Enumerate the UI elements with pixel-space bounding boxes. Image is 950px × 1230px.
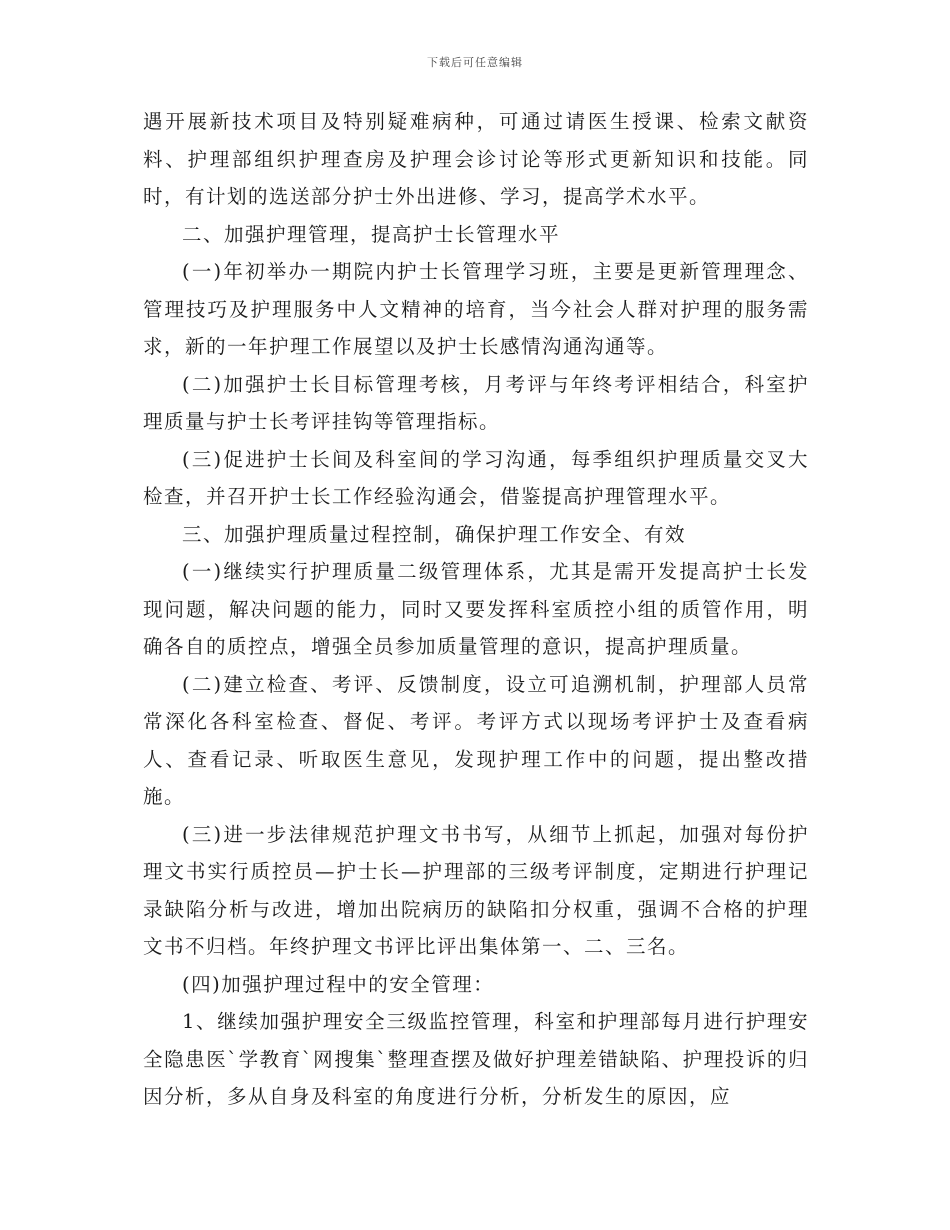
paragraph-2-2: (二)加强护士长目标管理考核，月考评与年终考评相结合，科室护理质量与护士长考评挂钩等管理指标。 [143,372,809,433]
paragraph-3-3: (三)进一步法律规范护理文书书写，从细节上抓起，加强对每份护理文书实行质控员—护士长—护理部的三级考评制度，定期进行护理记录缺陷分析与改进，增加出院病历的缺陷扣分权重，强调不合格的护理文书不归档。年终护理文书评比评出集体第一、二、三名。 [143,822,809,958]
section-heading-2: 二、加强护理管理，提高护士长管理水平 [182,222,561,246]
paragraph-3-1: (一)继续实行护理质量二级管理体系，尤其是需开发提高护士长发现问题，解决问题的能力，同时又要发挥科室质控小组的质管作用，明确各自的质控点，增强全员参加质量管理的意识，提高护理质量。 [143,560,809,658]
page-header-note: 下载后可任意编辑 [427,56,523,69]
paragraph-3-4: (四)加强护理过程中的安全管理： [182,972,495,996]
paragraph-2-1: (一)年初举办一期院内护士长管理学习班，主要是更新管理理念、管理技巧及护理服务中人文精神的培育，当今社会人群对护理的服务需求，新的一年护理工作展望以及护士长感情沟通沟通等。 [143,260,809,358]
paragraph-3-4-1: 1、继续加强护理安全三级监控管理，科室和护理部每月进行护理安全隐患医`学教育`网搜集`整理查摆及做好护理差错缺陷、护理投诉的归因分析，多从自身及科室的角度进行分析，分析发生的原因，应 [143,1010,809,1108]
paragraph-3-2: (二)建立检查、考评、反馈制度，设立可追溯机制，护理部人员常常深化各科室检查、督促、考评。考评方式以现场考评护士及查看病人、查看记录、听取医生意见，发现护理工作中的问题，提出整改措施。 [143,672,809,808]
paragraph-2-3: (三)促进护士长间及科室间的学习沟通，每季组织护理质量交叉大检查，并召开护士长工作经验沟通会，借鉴提高护理管理水平。 [143,447,809,508]
document-body [143,103,809,1116]
paragraph-continuation: 遇开展新技术项目及特别疑难病种，可通过请医生授课、检索文献资料、护理部组织护理查房及护理会诊讨论等形式更新知识和技能。同时，有计划的选送部分护士外出进修、学习，提高学术水平。 [143,110,809,208]
section-heading-3: 三、加强护理质量过程控制，确保护理工作安全、有效 [182,522,687,546]
